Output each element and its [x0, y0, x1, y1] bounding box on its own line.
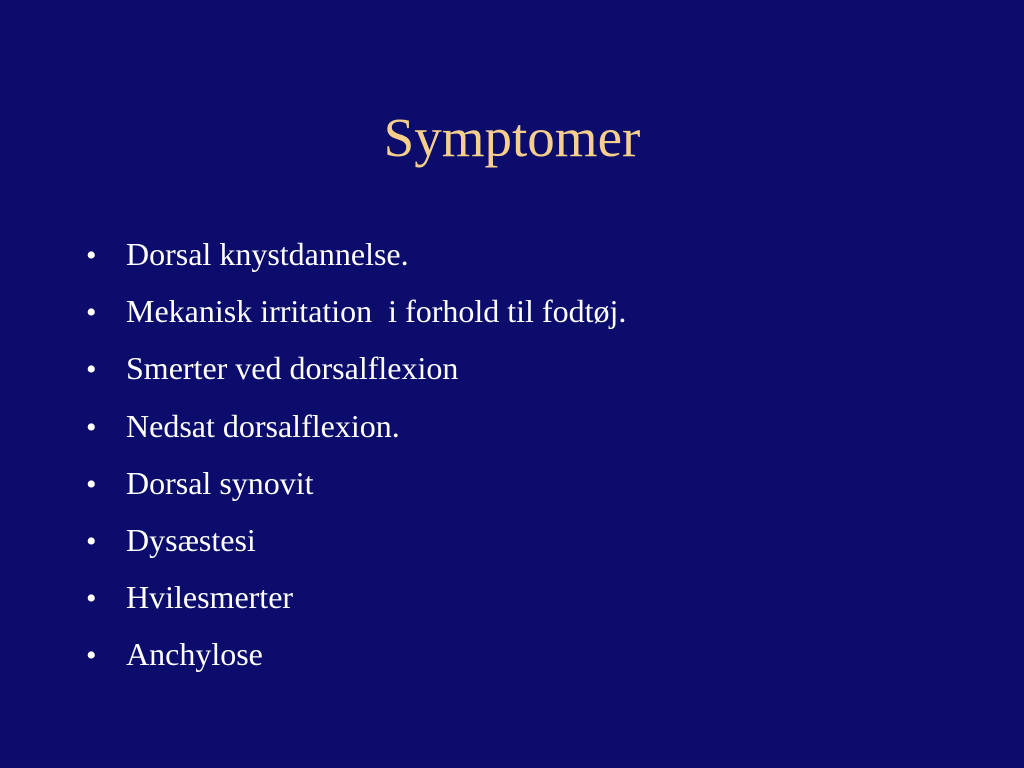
bullet-item: [86, 289, 626, 346]
bullet-text: Nedsat dorsalflexion.: [126, 407, 400, 444]
bullet-item: [86, 461, 626, 518]
bullet-item: [86, 518, 626, 575]
bullet-icon: •: [86, 410, 97, 444]
bullet-text: Hvilesmerter: [126, 579, 294, 616]
bullet-text: Dorsal knystdannelse.: [126, 236, 409, 272]
bullet-item: [86, 404, 626, 461]
bullet-icon: •: [86, 467, 97, 501]
slide-title: Symptomer: [383, 107, 641, 168]
bullet-text: Dysæstesi: [126, 521, 256, 558]
bullet-text: Anchylose: [126, 636, 263, 673]
bullet-text: Dorsal synovit: [126, 464, 314, 501]
bullet-icon: •: [86, 353, 97, 387]
bullet-icon: •: [86, 582, 97, 616]
bullet-icon: •: [86, 239, 97, 272]
bullet-icon: •: [86, 524, 97, 558]
bullet-item: [86, 232, 626, 289]
bullet-icon: •: [86, 296, 97, 330]
bullet-item: [86, 346, 626, 403]
bullet-list: [86, 232, 626, 690]
bullet-text: Smerter ved dorsalflexion: [126, 350, 459, 387]
bullet-item: [86, 632, 626, 689]
bullet-item: [86, 575, 626, 632]
bullet-icon: •: [86, 639, 97, 673]
bullet-text: Mekanisk irritation i forhold til fodtøj.: [126, 293, 627, 330]
